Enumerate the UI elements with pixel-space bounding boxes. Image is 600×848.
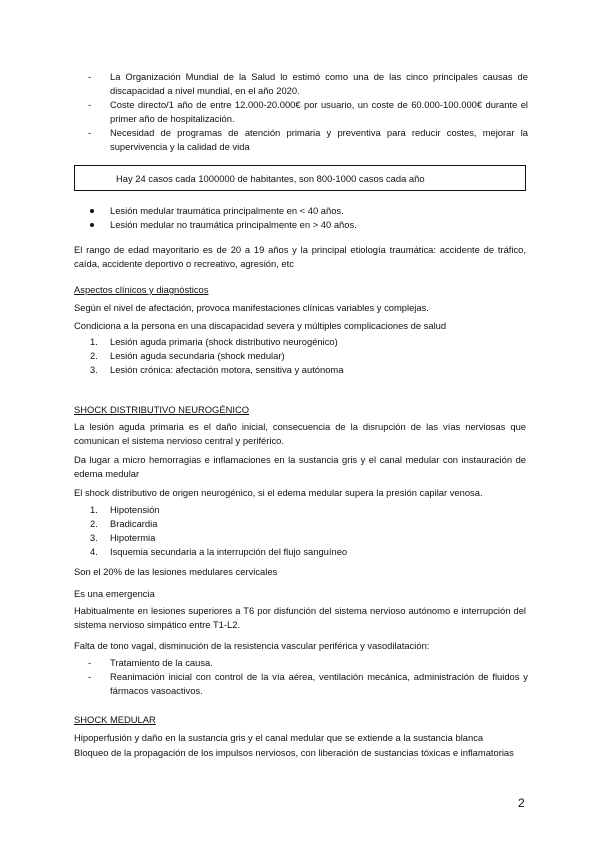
list-item-text: Coste directo/1 año de entre 12.000-20.000€ por usuario, un coste de 60.000-100.000€ durante el primer año de hospitalización.: [110, 99, 528, 124]
list-item: [88, 98, 528, 126]
list-number: 2.: [90, 518, 98, 529]
clinical-paragraph-1: Según el nivel de afectación, provoca manifestaciones clínicas variables y complejas.: [74, 302, 429, 313]
list-item: [88, 670, 528, 698]
shock-neuro-numbered-list: [88, 503, 508, 559]
shock-medular-paragraph-2: Bloqueo de la propagación de los impulsos nerviosos, con liberación de sustancias tóxicas e inflamatorias: [74, 747, 514, 758]
clinical-paragraph-2: Condiciona a la persona en una discapacidad severa y múltiples complicaciones de salud: [74, 320, 447, 331]
list-item: [88, 126, 528, 154]
list-number: 3.: [90, 364, 98, 375]
list-item-text: Isquemia secundaria a la interrupción del flujo sanguíneo: [110, 546, 348, 557]
list-item-text: Lesión crónica: afectación motora, sensitiva y autónoma: [110, 364, 344, 375]
list-number: 1.: [90, 504, 98, 515]
list-item: [88, 503, 508, 517]
list-item: [88, 218, 508, 232]
shock-neuro-paragraph-3: El shock distributivo de origen neurogénico, si el edema medular supera la presión capilar venosa.: [74, 487, 483, 498]
list-item-text: Lesión aguda secundaria (shock medular): [110, 350, 285, 361]
list-item-text: Lesión medular traumática principalmente en < 40 años.: [110, 205, 344, 216]
list-item-text: Necesidad de programas de atención primaria y preventiva para reducir costes, mejorar la supervivencia y la calidad de vida: [110, 127, 528, 152]
shock-neuro-paragraph-7: Falta de tono vagal, disminución de la resistencia vascular periférica y vasodilatación:: [74, 640, 430, 651]
age-paragraph: El rango de edad mayoritario es de 20 a 19 años y la principal etiología traumática: accidente de tráfico, caída, accidente deportivo o recreativo, agresión, etc: [74, 244, 526, 269]
list-item: [88, 363, 508, 377]
list-dash: -: [88, 127, 92, 138]
list-number: 1.: [90, 336, 98, 347]
list-item-text: Reanimación inicial con control de la vía aérea, ventilación mecánica, administración de fluidos y fármacos vasoactivos.: [110, 671, 528, 696]
shock-neuro-paragraph-6: Habitualmente en lesiones superiores a T6 por disfunción del sistema nervioso autónomo e interrupción del sistema nervioso simpático entre T1-L2.: [74, 605, 526, 630]
list-item-text: La Organización Mundial de la Salud lo estimó como una de las cinco principales causas de discapacidad a nivel mundial, en el año 2020.: [110, 71, 528, 96]
clinical-heading: Aspectos clínicos y diagnósticos: [74, 284, 209, 295]
list-item-text: Hipotermia: [110, 532, 156, 543]
shock-neuro-dash-list: [88, 656, 528, 698]
list-item: [88, 656, 528, 670]
bullet-dot: [90, 223, 94, 227]
list-item-text: Bradicardia: [110, 518, 158, 529]
shock-neuro-heading: SHOCK DISTRIBUTIVO NEUROGÉNICO: [74, 404, 250, 415]
clinical-numbered-list: [88, 335, 508, 377]
shock-medular-paragraph-1: Hipoperfusión y daño en la sustancia gris y el canal medular que se extiende a la sustancia blanca: [74, 732, 484, 743]
list-item: [88, 335, 508, 349]
shock-neuro-paragraph-5: Es una emergencia: [74, 588, 155, 599]
shock-neuro-paragraph-4: Son el 20% de las lesiones medulares cervicales: [74, 566, 278, 577]
lesion-bullet-list: [88, 204, 508, 232]
list-item-text: Lesión aguda primaria (shock distributivo neurogénico): [110, 336, 338, 347]
shock-medular-heading: SHOCK MEDULAR: [74, 714, 156, 725]
list-dash: -: [88, 657, 92, 668]
page-number: 2: [518, 796, 525, 810]
intro-dash-list: [88, 70, 528, 154]
list-dash: -: [88, 671, 92, 682]
list-item: [88, 204, 508, 218]
shock-neuro-paragraph-1: La lesión aguda primaria es el daño inicial, consecuencia de la disrupción de las vías nerviosas que comunican el sistema nervioso central y periférico.: [74, 421, 526, 446]
list-item-text: Tratamiento de la causa.: [110, 657, 213, 668]
list-item: [88, 545, 508, 559]
list-item: [88, 517, 508, 531]
boxed-note-text: Hay 24 casos cada 1000000 de habitantes, son 800-1000 casos cada año: [116, 173, 425, 184]
list-number: 2.: [90, 350, 98, 361]
shock-neuro-paragraph-2: Da lugar a micro hemorragias e inflamaciones en la sustancia gris y el canal medular con instauración de edema medular: [74, 454, 526, 479]
bullet-dot: [90, 209, 94, 213]
list-item: [88, 70, 528, 98]
list-number: 3.: [90, 532, 98, 543]
list-dash: -: [88, 71, 92, 82]
list-item: [88, 349, 508, 363]
list-item-text: Hipotensión: [110, 504, 160, 515]
list-item: [88, 531, 508, 545]
list-item-text: Lesión medular no traumática principalmente en > 40 años.: [110, 219, 357, 230]
list-dash: -: [88, 99, 92, 110]
boxed-note: [74, 165, 526, 191]
list-number: 4.: [90, 546, 98, 557]
